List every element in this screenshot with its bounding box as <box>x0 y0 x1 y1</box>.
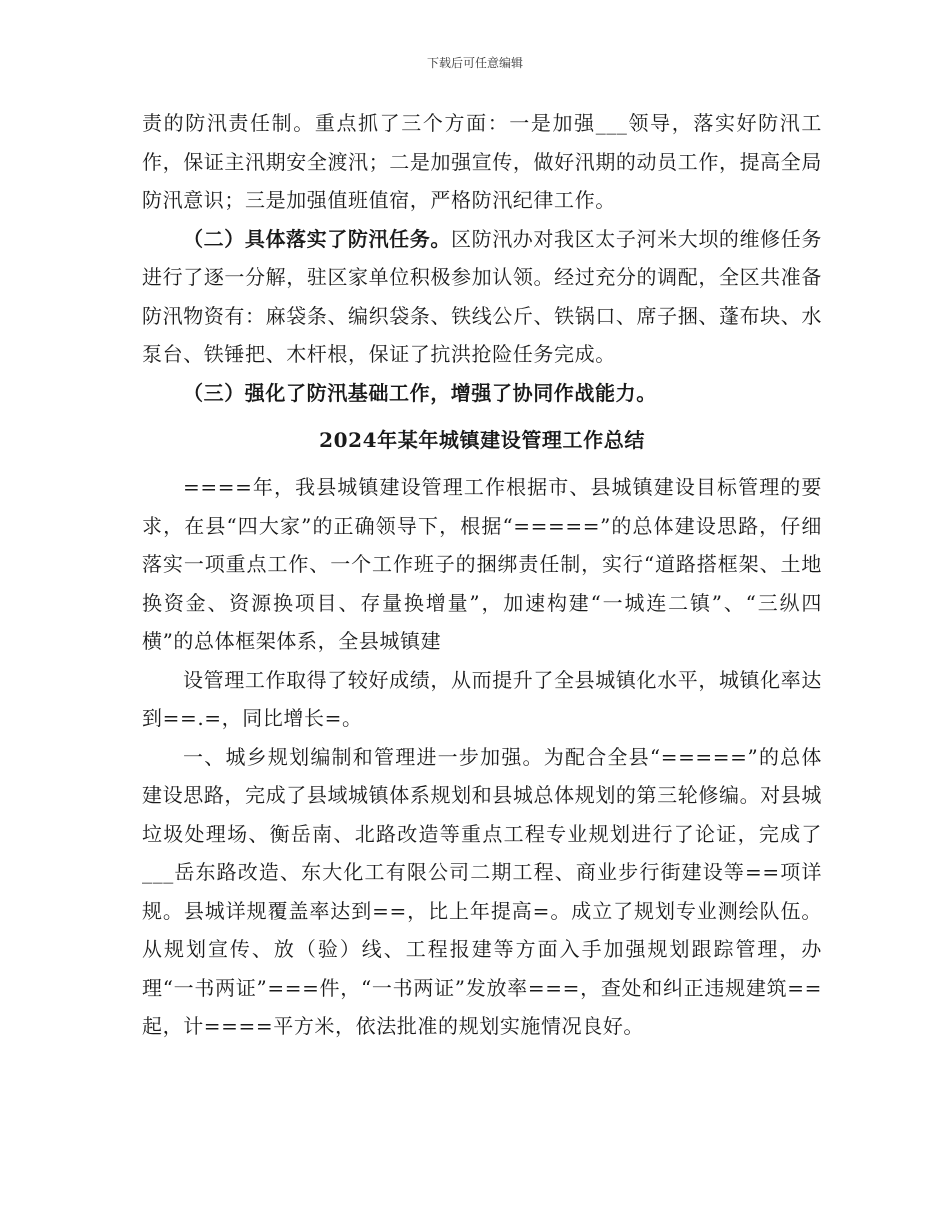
section-heading-2: （二）具体落实了防汛任务。 <box>183 226 451 251</box>
paragraph-flood-responsibility: 责的防汛责任制。重点抓了三个方面：一是加强___领导，落实好防汛工作，保证主汛期安全渡汛；二是加强宣传，做好汛期的动员工作，提高全局防汛意识；三是加强值班值宿，严格防汛纪律工作。 <box>142 111 822 212</box>
paragraph-flood-tasks-body: 区防汛办对我区太子河米大坝的维修任务进行了逐一分解，驻区家单位积极参加认领。经过充分的调配，全区共准备防汛物资有：麻袋条、编织袋条、铁线公斤、铁锅口、席子捆、蓬布块、水泵台、铁锤把、木杆根，保证了抗洪抢险任务完成。 <box>142 226 822 366</box>
document-title: 2024年某年城镇建设管理工作总结 <box>319 428 645 452</box>
paragraph-planning: 一、城乡规划编制和管理进一步加强。为配合全县“=====”的总体建设思路，完成了县域城镇体系规划和县城总体规划的第三轮修编。对县城垃圾处理场、衡岳南、北路改造等重点工程专业规划进行了论证，完成了___岳东路改造、东大化工有限公司二期工程、商业步行街建设等==项详规。县城详规覆盖率达到==，比上年提高=。成立了规划专业测绘队伍。从规划宣传、放（验）线、工程报建等方面入手加强规划跟踪管理，办理“一书两证”===件，“一书两证”发放率===，查处和纠正违规建筑==起，计====平方米，依法批准的规划实施情况良好。 <box>142 744 822 1038</box>
document-body <box>142 104 822 1046</box>
section-heading-3: （三）强化了防汛基础工作，增强了协同作战能力。 <box>183 380 657 405</box>
paragraph-intro: ====年，我县城镇建设管理工作根据市、县城镇建设目标管理的要求，在县“四大家”的正确领导下，根据“=====”的总体建设思路，仔细落实一项重点工作、一个工作班子的捆绑责任制，实行“道路搭框架、土地换资金、资源换项目、存量换增量”，加速构建“一城连二镇”、“三纵四横”的总体框架体系，全县城镇建 <box>142 475 822 653</box>
paragraph-achievements: 设管理工作取得了较好成绩，从而提升了全县城镇化水平，城镇化率达到==.=，同比增长=。 <box>142 667 822 730</box>
paragraph-flood-tasks <box>142 220 822 374</box>
page-header: 下载后可任意编辑 <box>426 56 523 70</box>
